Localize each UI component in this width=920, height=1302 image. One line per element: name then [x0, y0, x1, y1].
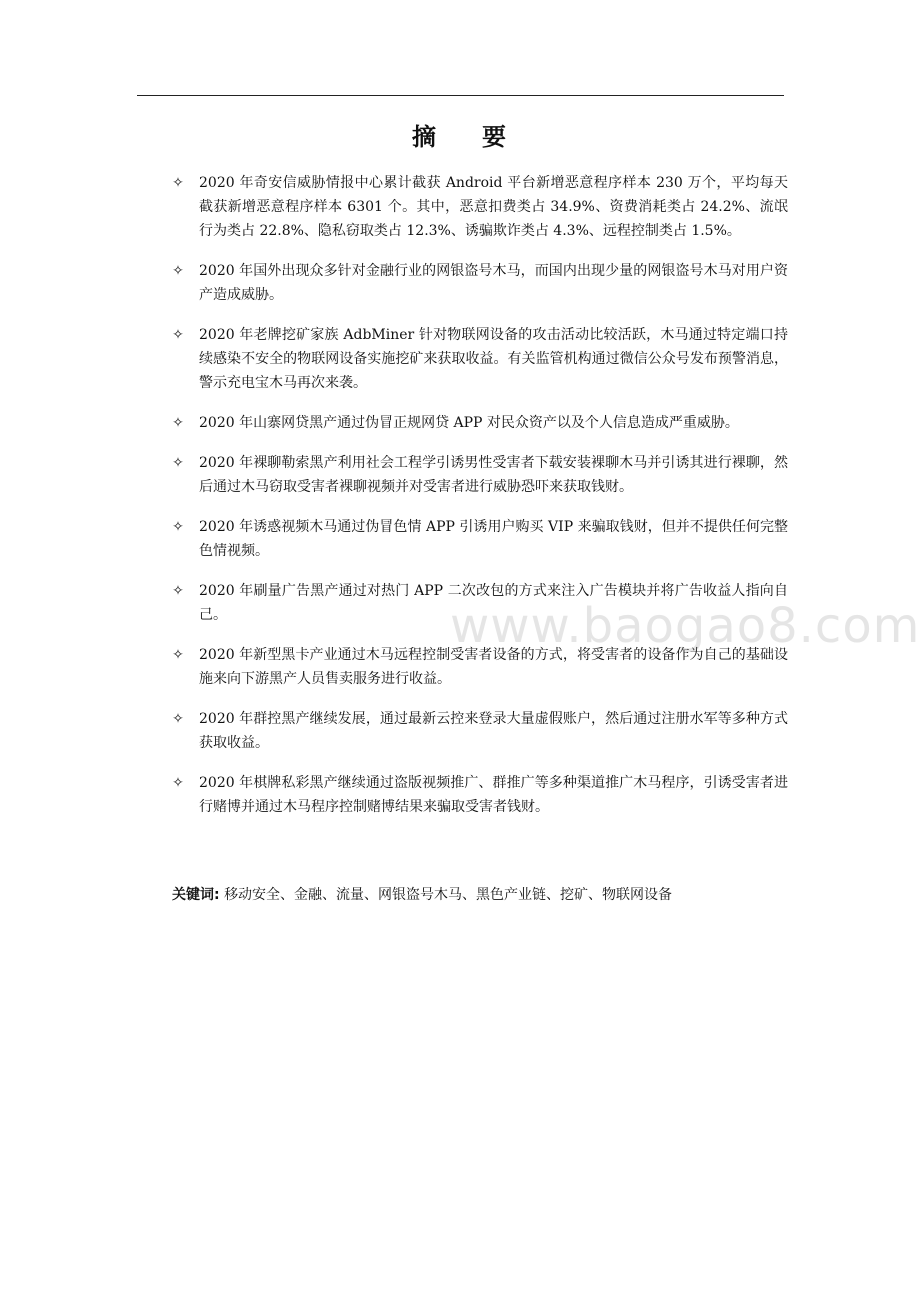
- list-item: [168, 579, 788, 627]
- list-item: [168, 171, 788, 243]
- bullet-text: 2020 年国外出现众多针对金融行业的网银盗号木马，而国内出现少量的网银盗号木马对用户资产造成威胁。: [199, 263, 788, 303]
- diamond-star-icon: ✧: [172, 175, 184, 191]
- title-char-1: 摘: [412, 123, 438, 151]
- page-title: [0, 117, 920, 152]
- diamond-star-icon: ✧: [172, 263, 184, 279]
- list-item: [168, 451, 788, 499]
- diamond-star-icon: ✧: [172, 415, 184, 431]
- list-item: [168, 411, 788, 435]
- diamond-star-icon: ✧: [172, 519, 184, 535]
- bullet-text: 2020 年刷量广告黑产通过对热门 APP 二次改包的方式来注入广告模块并将广告收益人指向自己。: [199, 583, 788, 623]
- bullet-text: 2020 年群控黑产继续发展，通过最新云控来登录大量虚假账户，然后通过注册水军等多种方式获取收益。: [199, 711, 788, 751]
- bullet-text: 2020 年老牌挖矿家族 AdbMiner 针对物联网设备的攻击活动比较活跃，木马通过特定端口持续感染不安全的物联网设备实施挖矿来获取收益。有关监管机构通过微信公众号发布预警消息，警示充电宝木马再次来袭。: [199, 327, 788, 391]
- list-item: [168, 259, 788, 307]
- diamond-star-icon: ✧: [172, 647, 184, 663]
- list-item: [168, 643, 788, 691]
- bullet-text: 2020 年新型黑卡产业通过木马远程控制受害者设备的方式，将受害者的设备作为自己的基础设施来向下游黑产人员售卖服务进行收益。: [199, 647, 788, 687]
- bullet-text: 2020 年奇安信威胁情报中心累计截获 Android 平台新增恶意程序样本 230 万个，平均每天截获新增恶意程序样本 6301 个。其中，恶意扣费类占 34.9%、资费消耗类占 24.2%、流氓行为类占 22.8%、隐私窃取类占 12.3%、诱骗欺诈类占 4.3%、远程控制类占 1.5%。: [199, 175, 788, 239]
- bullet-text: 2020 年山寨网贷黑产通过伪冒正规网贷 APP 对民众资产以及个人信息造成严重威胁。: [199, 415, 739, 431]
- keywords-text: 移动安全、金融、流量、网银盗号木马、黑色产业链、挖矿、物联网设备: [224, 887, 673, 903]
- bullet-text: 2020 年棋牌私彩黑产继续通过盗版视频推广、群推广等多种渠道推广木马程序，引诱受害者进行赌博并通过木马程序控制赌博结果来骗取受害者钱财。: [199, 775, 788, 815]
- title-char-2: 要: [482, 123, 508, 151]
- list-item: [168, 707, 788, 755]
- diamond-star-icon: ✧: [172, 583, 184, 599]
- diamond-star-icon: ✧: [172, 711, 184, 727]
- list-item: [168, 771, 788, 819]
- summary-bullet-list: [168, 171, 788, 835]
- header-divider: [137, 95, 784, 96]
- list-item: [168, 515, 788, 563]
- site-watermark: www.baogao8.com: [450, 598, 920, 654]
- diamond-star-icon: ✧: [172, 775, 184, 791]
- diamond-star-icon: ✧: [172, 327, 184, 343]
- bullet-text: 2020 年诱惑视频木马通过伪冒色情 APP 引诱用户购买 VIP 来骗取钱财，但并不提供任何完整色情视频。: [199, 519, 788, 559]
- diamond-star-icon: ✧: [172, 455, 184, 471]
- list-item: [168, 323, 788, 395]
- keywords-line: [172, 883, 812, 907]
- keywords-label: 关键词:: [172, 887, 220, 903]
- bullet-text: 2020 年裸聊勒索黑产利用社会工程学引诱男性受害者下载安装裸聊木马并引诱其进行裸聊，然后通过木马窃取受害者裸聊视频并对受害者进行威胁恐吓来获取钱财。: [199, 455, 788, 495]
